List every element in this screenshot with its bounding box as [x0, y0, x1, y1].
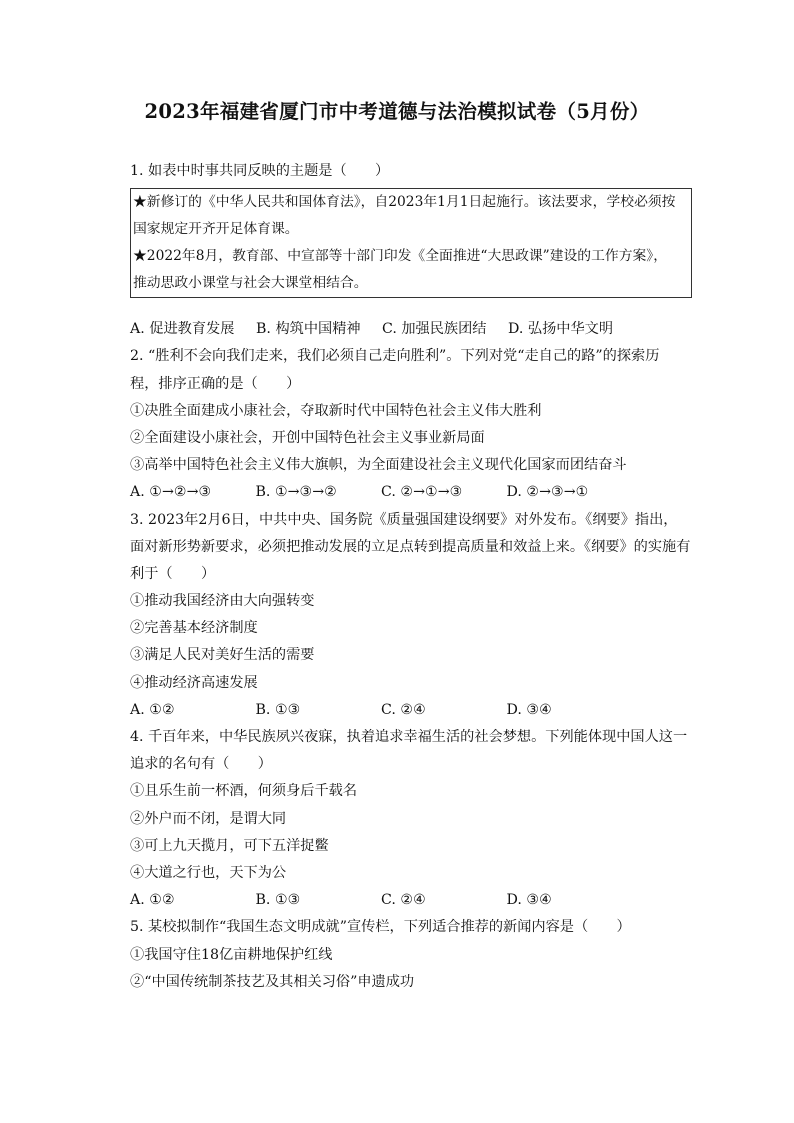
material-line: ★2022年8月，教育部、中宣部等十部门印发《全面推进“大思政课”建设的工作方案》， — [133, 248, 667, 265]
option-d[interactable]: D. ③④ — [506, 701, 552, 718]
question-4-stem: 4. 千百年来，中华民族夙兴夜寐，执着追求幸福生活的社会梦想。下列能体现中国人这一 — [130, 729, 688, 745]
option-b[interactable]: B. ①→③→② — [255, 484, 337, 501]
question-2 — [130, 343, 690, 506]
question-2-item: ①决胜全面建成小康社会，夺取新时代中国特色社会主义伟大胜利 — [130, 402, 542, 419]
option-a[interactable]: A. ①② — [130, 892, 175, 909]
question-2-options — [130, 479, 690, 506]
question-3 — [130, 507, 690, 725]
question-4-item: ④大道之行也，天下为公 — [130, 864, 287, 881]
option-b[interactable]: B. 构筑中国精神 — [256, 321, 361, 338]
option-a[interactable]: A. ①→②→③ — [130, 484, 212, 501]
question-4-item: ①且乐生前一杯酒，何须身后千载名 — [130, 783, 358, 800]
question-2-item: ②全面建设小康社会，开创中国特色社会主义事业新局面 — [130, 429, 485, 446]
question-2-item: ③高举中国特色社会主义伟大旗帜，为全面建设社会主义现代化国家而团结奋斗 — [130, 457, 627, 474]
question-5-item: ②“中国传统制茶技艺及其相关习俗”申遗成功 — [130, 973, 415, 990]
question-3-item: ①推动我国经济由大向强转变 — [130, 593, 315, 610]
question-4-item: ③可上九天揽月，可下五洋捉鳖 — [130, 837, 329, 854]
page-title: 2023年福建省厦门市中考道德与法治模拟试卷（5月份） — [144, 100, 650, 123]
question-5-item: ①我国守住18亿亩耕地保护红线 — [130, 946, 333, 963]
material-line: 推动思政小课堂与社会大课堂相结合。 — [133, 275, 368, 292]
option-c[interactable]: C. 加强民族团结 — [382, 321, 487, 338]
question-1-material-box — [130, 188, 692, 298]
question-3-stem: 面对新形势新要求，必须把推动发展的立足点转到提高质量和效益上来。《纲要》的实施有 — [130, 538, 691, 555]
question-4-item: ②外户而不闭，是谓大同 — [130, 810, 287, 827]
option-d[interactable]: D. 弘扬中华文明 — [508, 321, 614, 338]
question-5 — [130, 914, 690, 996]
question-4-stem: 追求的名句有（ ） — [130, 756, 272, 773]
question-list — [130, 158, 690, 996]
question-1 — [130, 158, 690, 343]
option-d[interactable]: D. ②→③→① — [506, 484, 589, 501]
question-4-options — [130, 887, 690, 914]
option-b[interactable]: B. ①③ — [255, 701, 301, 718]
question-3-item: ②完善基本经济制度 — [130, 620, 258, 637]
question-5-stem: 5. 某校拟制作“我国生态文明成就”宣传栏，下列适合推荐的新闻内容是（ ） — [130, 919, 631, 936]
question-1-stem: 1. 如表中时事共同反映的主题是（ ） — [130, 163, 390, 179]
question-3-stem: 3. 2023年2月6日，中共中央、国务院《质量强国建设纲要》对外发布。《纲要》指出， — [130, 511, 678, 528]
question-2-stem: 程，排序正确的是（ ） — [130, 375, 301, 392]
option-c[interactable]: C. ②④ — [381, 892, 426, 909]
option-c[interactable]: C. ②→①→③ — [381, 484, 463, 501]
question-1-options — [130, 316, 690, 343]
question-4 — [130, 724, 690, 914]
option-b[interactable]: B. ①③ — [255, 892, 301, 909]
question-2-stem: 2. “胜利不会向我们走来，我们必须自己走向胜利”。下列对党“走自己的路”的探索历 — [130, 348, 660, 365]
option-a[interactable]: A. ①② — [130, 701, 175, 718]
material-line: ★新修订的《中华人民共和国体育法》，自2023年1月1日起施行。该法要求，学校必须按 — [133, 194, 676, 211]
question-3-stem: 利于（ ） — [130, 565, 216, 582]
question-3-item: ④推动经济高速发展 — [130, 674, 258, 691]
question-3-item: ③满足人民对美好生活的需要 — [130, 647, 315, 664]
option-d[interactable]: D. ③④ — [506, 892, 552, 909]
option-a[interactable]: A. 促进教育发展 — [130, 321, 235, 338]
material-line: 国家规定开齐开足体育课。 — [133, 221, 299, 238]
question-3-options — [130, 697, 690, 724]
option-c[interactable]: C. ②④ — [381, 701, 426, 718]
